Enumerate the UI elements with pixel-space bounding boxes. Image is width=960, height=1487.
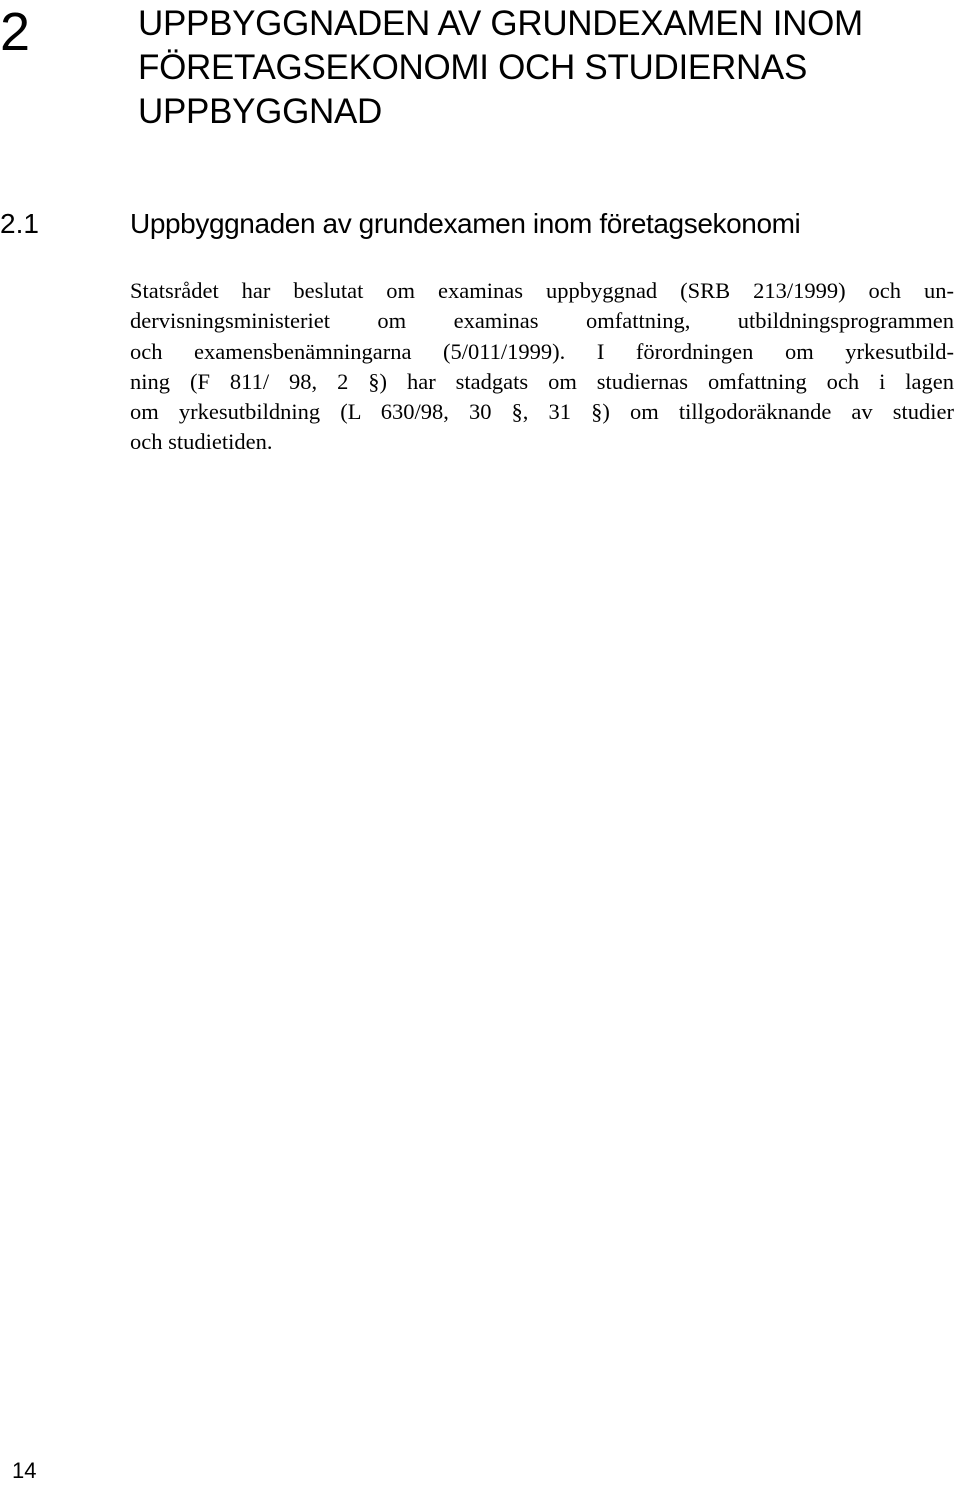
body-paragraph [130,276,954,458]
paragraph-line: dervisningsministeriet om examinas omfattning, utbildningsprogrammen [130,308,954,334]
section-title: Uppbyggnaden av grundexamen inom företagsekonomi [130,208,801,239]
paragraph-line: Statsrådet har beslutat om examinas uppbyggnad (SRB 213/1999) och un- [130,278,954,303]
paragraph-line: och studietiden. [130,429,273,455]
page-number: 14 [12,1458,37,1483]
chapter-title-line: FÖRETAGSEKONOMI OCH STUDIERNAS [138,48,808,87]
paragraph-line: ning (F 811/ 98, 2 §) har stadgats om studiernas omfattning och i lagen [130,368,954,394]
chapter-title-line: UPPBYGGNADEN AV GRUNDEXAMEN INOM [138,4,863,43]
paragraph-line: och examensbenämningarna (5/011/1999). I förordningen om yrkesutbild- [130,338,954,364]
chapter-title-line: UPPBYGGNAD [138,92,382,131]
chapter-number: 2 [0,2,31,62]
chapter-title [138,2,938,134]
paragraph-line: om yrkesutbildning (L 630/98, 30 §, 31 §) om tillgodoräknande av studier [130,399,954,425]
section-number: 2.1 [0,208,39,239]
